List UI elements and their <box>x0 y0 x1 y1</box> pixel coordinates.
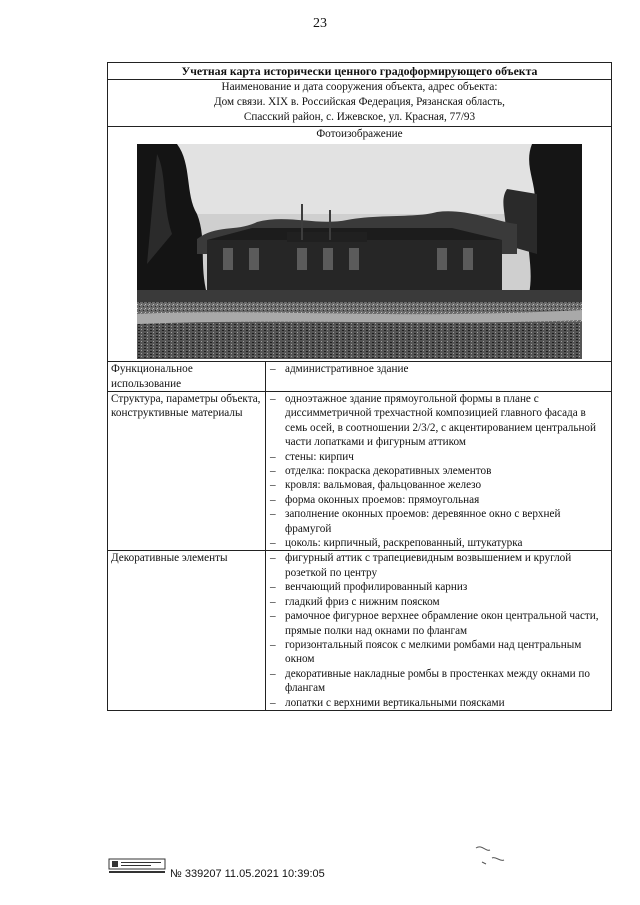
handwritten-mark <box>472 838 512 872</box>
row-structure <box>108 392 612 551</box>
registration-card <box>107 62 612 711</box>
list-item: – горизонтальный поясок с мелкими ромбами над центральным окном <box>269 638 608 667</box>
list-item: – рамочное фигурное верхнее обрамление окон центральной части, прямые полки над окнами по флангам <box>269 609 608 638</box>
object-name-block <box>108 80 612 127</box>
list-item: – форма оконных проемов: прямоугольная <box>269 493 608 507</box>
card-title: Учетная карта исторически ценного градоформирующего объекта <box>108 63 612 80</box>
list-item: – одноэтажное здание прямоугольной формы в плане с диссимметричной трехчастной композицией главного фасада в семь осей, в соотношении 2/3/2, с акцентированием центральной части лопатками и фигурным аттиком <box>269 392 608 450</box>
list-item: – цоколь: кирпичный, раскрепованный, штукатурка <box>269 536 608 550</box>
row-values <box>266 362 612 392</box>
list-item: – декоративные накладные ромбы в простенках между окнами по флангам <box>269 667 608 696</box>
list-item: – кровля: вальмовая, фальцованное железо <box>269 478 608 492</box>
row-functional-use <box>108 362 612 392</box>
list-item: – фигурный аттик с трапециевидным возвышением и круглой розеткой по центру <box>269 551 608 580</box>
list-item: – заполнение оконных проемов: деревянное окно с верхней фрамугой <box>269 507 608 536</box>
list-item: – административное здание <box>269 362 608 376</box>
electronic-document-logo <box>108 856 166 876</box>
photo-cell <box>108 127 612 362</box>
row-label: Функциональное использование <box>108 362 266 392</box>
row-decorative <box>108 551 612 710</box>
document-stamp: № 339207 11.05.2021 10:39:05 <box>170 868 325 880</box>
page-number: 23 <box>313 16 327 31</box>
list-item: – венчающий профилированный карниз <box>269 580 608 594</box>
object-address: Спасский район, с. Ижевское, ул. Красная, 77/93 <box>243 110 476 123</box>
list-item: – стены: кирпич <box>269 450 608 464</box>
name-heading: Наименование и дата сооружения объекта, адрес объекта: <box>221 81 498 94</box>
building-photo <box>137 144 582 359</box>
row-values <box>266 551 612 710</box>
row-values <box>266 392 612 551</box>
row-label: Декоративные элементы <box>108 551 266 710</box>
list-item: – отделка: покраска декоративных элементов <box>269 464 608 478</box>
building-photo-image <box>137 144 582 359</box>
photo-label: Фотоизображение <box>316 128 403 141</box>
list-item: – лопатки с верхними вертикальными поясками <box>269 696 608 710</box>
row-label: Структура, параметры объекта, конструктивные материалы <box>108 392 266 551</box>
object-name: Дом связи. XIX в. Российская Федерация, Рязанская область, <box>214 96 505 108</box>
list-item: – гладкий фриз с нижним пояском <box>269 595 608 609</box>
